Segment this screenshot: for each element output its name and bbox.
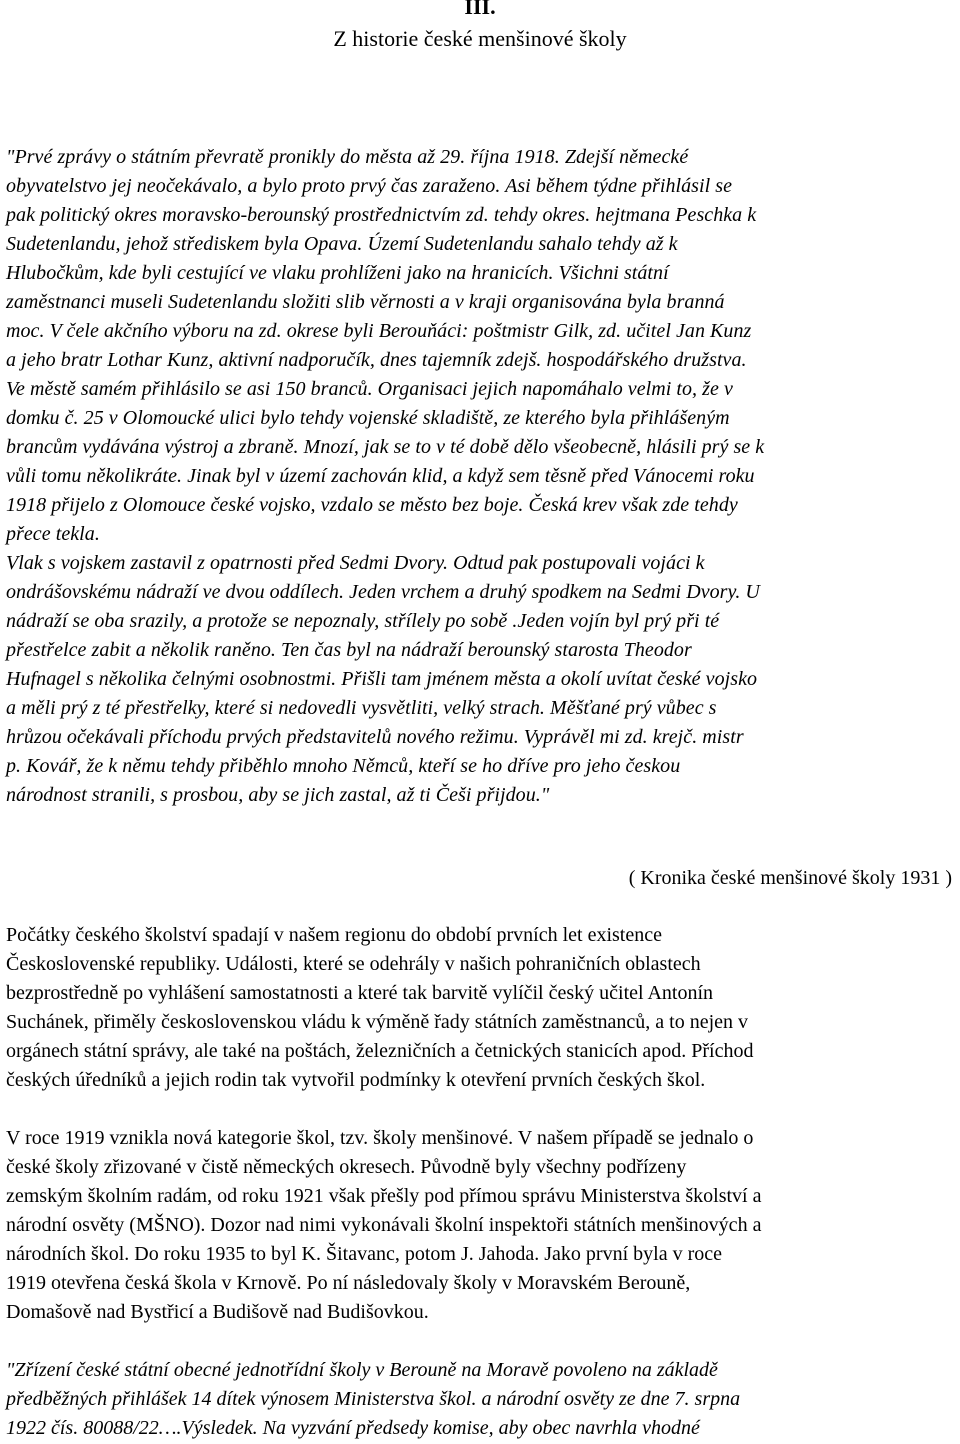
- text-line: pak politický okres moravsko-berounský prostřednictvím zd. tehdy okres. hejtmana Peschka k: [6, 204, 757, 226]
- text-line: "Zřízení české státní obecné jednotřídní školy v Berouně na Moravě povoleno na základě: [6, 1359, 718, 1381]
- chapter-number: III.: [464, 0, 496, 19]
- text-line: "Prvé zprávy o státním převratě pronikly do města až 29. října 1918. Zdejší německé: [6, 146, 689, 168]
- text-line: zemským školním radám, od roku 1921 však přešly pod přímou správu Ministerstva školství a: [6, 1185, 762, 1207]
- text-line: orgánech státní správy, ale také na poštách, železničních a četnických stanicích apod. Příchod: [6, 1040, 754, 1062]
- text-line: vůli tomu několikráte. Jinak byl v území zachován klid, a když sem těsně před Vánocemi roku: [6, 465, 755, 487]
- text-line: české školy zřizované v čistě německých okresech. Původně byly všechny podřízeny: [6, 1156, 687, 1178]
- text-line: národní osvěty (MŠNO). Dozor nad nimi vykonávali školní inspektoři státních menšinových a: [6, 1214, 762, 1236]
- text-line: Domašově nad Bystřicí a Budišově nad Budišovkou.: [6, 1301, 429, 1323]
- text-line: českých úředníků a jejich rodin tak vytvořil podmínky k otevření prvních českých škol.: [6, 1069, 706, 1091]
- text-line: 1919 otevřena česká škola v Krnově. Po ní následovaly školy v Moravském Berouně,: [6, 1272, 691, 1294]
- school-founding-quote: [6, 1356, 958, 1443]
- text-line: 1922 čís. 80088/22….Výsledek. Na vyzvání předsedy komise, aby obec navrhla vhodné: [6, 1417, 700, 1439]
- text-line: domku č. 25 v Olomoucké ulici bylo tehdy vojenské skladiště, ze kterého byla přihlášeným: [6, 407, 730, 429]
- text-line: obyvatelstvo jej neočekávalo, a bylo proto prvý čas zaraženo. Asi během týdne přihlásil se: [6, 175, 733, 197]
- quote-source: ( Kronika české menšinové školy 1931 ): [628, 867, 952, 889]
- text-line: Ve městě samém přihlásilo se asi 150 branců. Organisaci jejich napomáhalo velmi to, že v: [6, 378, 733, 400]
- text-line: národních škol. Do roku 1935 to byl K. Šitavanc, potom J. Jahoda. Jako první byla v roce: [6, 1243, 722, 1265]
- text-line: předběžných přihlášek 14 dítek výnosem Ministerstva škol. a národní osvěty ze dne 7. srpna: [6, 1388, 741, 1410]
- text-line: a jeho bratr Lothar Kunz, aktivní nadporučík, dnes tajemník zdejš. hospodářského družstva.: [6, 349, 747, 371]
- text-line: nádraží se oba srazily, a protože se nepoznaly, střílely po sobě .Jeden vojín byl prý při té: [6, 610, 720, 632]
- text-line: V roce 1919 vznikla nová kategorie škol, tzv. školy menšinové. V našem případě se jednalo o: [6, 1127, 754, 1149]
- text-line: přestřelce zabit a několik raněno. Ten čas byl na nádraží berounský starosta Theodor: [6, 639, 692, 661]
- text-line: národnost stranili, s prosbou, aby se jich zastal, až ti Češi přijdou.": [6, 784, 550, 806]
- text-line: Počátky českého školství spadají v našem regionu do období prvních let existence: [6, 924, 662, 946]
- text-line: Československé republiky. Události, které se odehrály v našich pohraničních oblastech: [6, 953, 701, 975]
- text-line: Hlubočkům, kde byli cestující ve vlaku prohlíženi jako na hranicích. Všichni státní: [6, 262, 669, 284]
- text-line: Suchánek, přiměly československou vládu k výměně řady státních zaměstnanců, a to nejen v: [6, 1011, 749, 1033]
- text-line: zaměstnanci museli Sudetenlandu složiti slib věrnosti a v kraji organisována byla branná: [6, 291, 725, 313]
- text-line: p. Kovář, že k němu tehdy přiběhlo mnoho Němců, kteří se ho dříve pro jeho českou: [6, 755, 681, 777]
- text-line: 1918 přijelo z Olomouce české vojsko, vzdalo se město bez boje. Česká krev však zde tehdy: [6, 494, 738, 516]
- paragraph-minority-schools: [6, 1124, 958, 1327]
- text-line: brancům vydávána výstroj a zbraně. Mnozí, jak se to v té době dělo všeobecně, hlásili prý se k: [6, 436, 765, 458]
- paragraph-origins: [6, 921, 958, 1095]
- text-line: hrůzou očekávali příchodu prvých představitelů nového režimu. Vyprávěl mi zd. krejč. mistr: [6, 726, 744, 748]
- text-line: a měli prý z té přestřelky, které si nedovedli vysvětliti, velký strach. Měšťané prý vůbec s: [6, 697, 717, 719]
- text-line: Hufnagel s několika čelnými osobnostmi. Přišli tam jménem města a okolí uvítat české vojsko: [6, 668, 758, 690]
- text-line: moc. V čele akčního výboru na zd. okrese byli Berouňáci: poštmistr Gilk, zd. učitel Jan Kunz: [6, 320, 752, 342]
- text-line: Vlak s vojskem zastavil z opatrnosti před Sedmi Dvory. Odtud pak postupovali vojáci k: [6, 552, 705, 574]
- chronicle-quote: [6, 143, 958, 810]
- chapter-title: Z historie české menšinové školy: [333, 26, 627, 51]
- text-line: Sudetenlandu, jehož střediskem byla Opava. Území Sudetenlandu sahalo tehdy až k: [6, 233, 678, 255]
- text-line: přece tekla.: [6, 523, 100, 545]
- text-line: ondrášovskému nádraží ve dvou oddílech. Jeden vrchem a druhý spodkem na Sedmi Dvory. U: [6, 581, 760, 603]
- text-line: bezprostředně po vyhlášení samostatnosti a které tak barvitě vylíčil český učitel Antonín: [6, 982, 714, 1004]
